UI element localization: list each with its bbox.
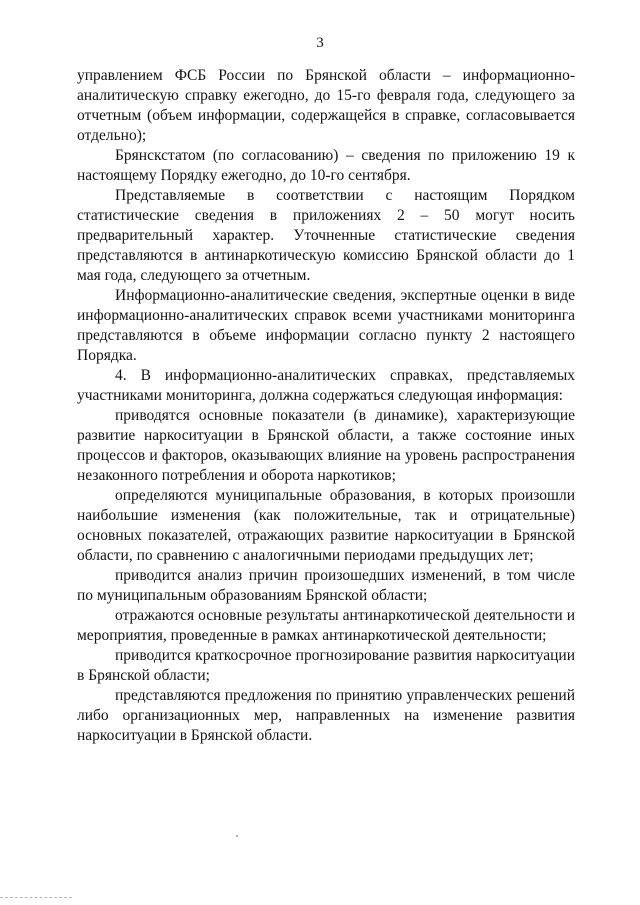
list-item-proposals: представляются предложения по принятию управленческих решений либо организационных мер, направленных на изменение развития наркоситуации в Брянской области. [77, 687, 575, 744]
paragraph-bryanskstat: Брянскстатом (по согласованию) – сведения по приложению 19 к настоящему Порядку ежегодно, до 10-го сентября. [77, 147, 575, 184]
page-number: 3 [316, 35, 324, 51]
scan-edge-line [0, 897, 72, 899]
list-item-cause-analysis: приводится анализ причин произошедших изменений, в том числе по муниципальным образованиям Брянской области; [77, 567, 575, 604]
list-item-key-indicators: приводятся основные показатели (в динамике), характеризующие развитие наркоситуации в Брянской области, а также состояние иных процессов и факторов, оказывающих влияние на уровень распространения незаконного потребления и оборота наркотиков; [77, 407, 575, 484]
scan-artifact-dot [236, 835, 238, 837]
list-item-results: отражаются основные результаты антинаркотической деятельности и мероприятия, проведенные в рамках антинаркотической деятельности; [77, 607, 575, 644]
document-body [77, 66, 575, 746]
paragraph-expert-assessments: Информационно-аналитические сведения, экспертные оценки в виде информационно-аналитических справок всеми участниками мониторинга представляются в объеме информации согласно пункту 2 настоящего Порядка. [77, 287, 575, 364]
paragraph-fsb: управлением ФСБ России по Брянской области – информационно-аналитическую справку ежегодно, до 15-го февраля года, следующего за отчетным (объем информации, содержащейся в справке, согласовывается отдельно); [77, 67, 575, 144]
list-item-municipalities: определяются муниципальные образования, в которых произошли наибольшие изменения (как положительные, так и отрицательные) основных показателей, отражающих развитие наркоситуации в Брянской области, по сравнению с аналогичными периодами предыдущих лет; [77, 487, 575, 564]
paragraph-item-4: 4. В информационно-аналитических справках, представляемых участниками мониторинга, должна содержаться следующая информация: [77, 367, 575, 404]
paragraph-preliminary-data: Представляемые в соответствии с настоящим Порядком статистические сведения в приложениях 2 – 50 могут носить предварительный характер. Уточненные статистические сведения представляются в антинаркотическую комиссию Брянской области до 1 мая года, следующего за отчетным. [77, 187, 575, 284]
list-item-forecast: приводится краткосрочное прогнозирование развития наркоситуации в Брянской области; [77, 647, 575, 684]
